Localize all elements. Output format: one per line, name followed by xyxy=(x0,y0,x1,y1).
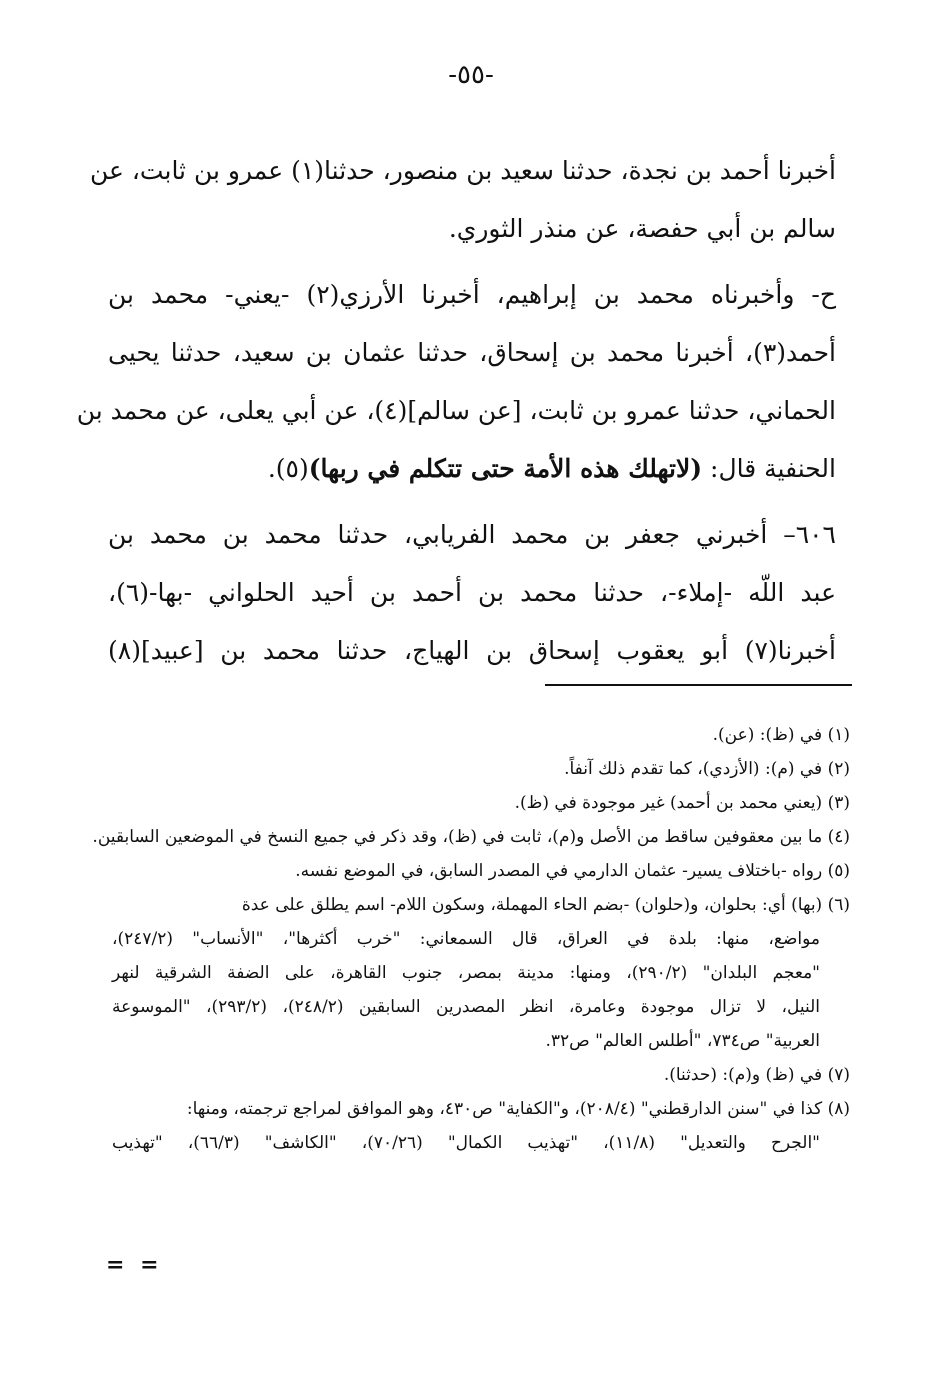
hadith-quote: (لاتهلك هذه الأمة حتى تتكلم في ربها) xyxy=(308,454,703,483)
footnote-continuation: مواضع، منها: بلدة في العراق، قال السمعاني: "خرب أكثرها"، "الأنساب" (٢٤٧/٢)، xyxy=(112,929,820,949)
footnote: (٣) (يعني محمد بن أحمد) غير موجودة في (ظ). xyxy=(514,793,850,813)
footnote: (٥) رواه -باختلاف يسير- عثمان الدارمي في المصدر السابق، في الموضع نفسه. xyxy=(295,861,850,881)
text-line: أحمد(٣)، أخبرنا محمد بن إسحاق، حدثنا عثمان بن سعيد، حدثنا يحيى xyxy=(108,338,836,367)
page-number: -٥٥- xyxy=(448,60,494,90)
text-line: عبد اللّه -إملاء-، حدثنا محمد بن أحمد بن أحيد الحلواني -بها-(٦)، xyxy=(108,578,836,607)
continuation-mark: = = xyxy=(106,1252,163,1278)
text-line: الحماني، حدثنا عمرو بن ثابت، [عن سالم](٤)، عن أبي يعلى، عن محمد بن xyxy=(76,396,836,425)
footnote: (٨) كذا في "سنن الدارقطني" (٢٠٨/٤)، و"الكفاية" ص٤٣٠، وهو الموافق لمراجع ترجمته، ومنها: xyxy=(186,1099,850,1119)
footnote: (٧) في (ظ) و(م): (حدثنا). xyxy=(663,1065,850,1085)
footnote: (٦) (بها) أي: بحلوان، و(حلوان) -بضم الحاء المهملة، وسكون اللام- اسم يطلق على عدة xyxy=(241,895,850,915)
footnote-continuation: النيل، لا تزال موجودة وعامرة، انظر المصدرين السابقين (٢٤٨/٢)، (٢٩٣/٢)، "الموسوعة xyxy=(112,997,821,1017)
text-line-with-quote xyxy=(108,440,836,498)
footnote-continuation: "معجم البلدان" (٢٩٠/٢)، ومنها: مدينة بمصر، جنوب القاهرة، على الضفة الشرقية لنهر xyxy=(112,963,820,983)
text-segment: الحنفية قال: xyxy=(702,454,836,483)
footnote-continuation: "الجرح والتعديل" (١١/٨)، "تهذيب الكمال" (٧٠/٢٦)، "الكاشف" (٦٦/٣)، "تهذيب xyxy=(112,1133,820,1153)
text-line: أخبرنا(٧) أبو يعقوب إسحاق بن الهياج، حدثنا محمد بن [عبيد](٨) xyxy=(108,636,836,665)
text-line: ح- وأخبرناه محمد بن إبراهيم، أخبرنا الأرزي(٢) -يعني- محمد بن xyxy=(108,280,837,309)
footnote-continuation: العربية" ص٧٣٤، "أطلس العالم" ص٣٢. xyxy=(545,1031,820,1051)
text-line: ٦٠٦– أخبرني جعفر بن محمد الفريابي، حدثنا محمد بن محمد بن xyxy=(108,520,836,549)
text-line: أخبرنا أحمد بن نجدة، حدثنا سعيد بن منصور، حدثنا(١) عمرو بن ثابت، عن xyxy=(89,156,836,185)
main-text xyxy=(76,142,837,680)
footnote-separator xyxy=(545,684,852,686)
footnote: (٤) ما بين معقوفين ساقط من الأصل و(م)، ثابت في (ظ)، وقد ذكر في جميع النسخ في الموضعين السابقين. xyxy=(92,827,850,847)
footnote: (٢) في (م): (الأزدي)، كما تقدم ذلك آنفاً. xyxy=(564,759,850,779)
quote-footnote-ref: (٥). xyxy=(267,454,309,483)
footnotes xyxy=(92,718,850,1160)
footnote: (١) في (ظ): (عن). xyxy=(712,725,850,745)
text-line: سالم بن أبي حفصة، عن منذر الثوري. xyxy=(448,214,836,243)
